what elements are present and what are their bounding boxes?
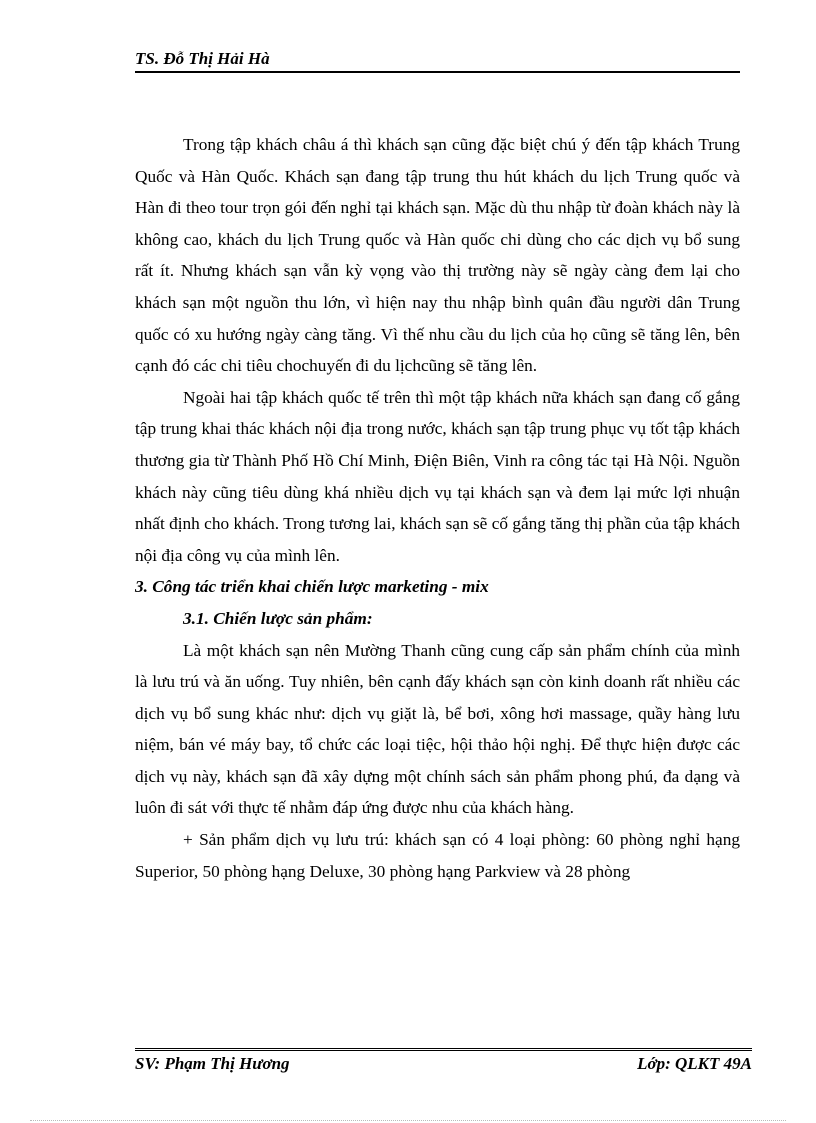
section-heading-3: 3. Công tác triển khai chiến lược marketing - mix xyxy=(135,577,489,597)
header-rule xyxy=(135,71,740,73)
paragraph-2: Ngoài hai tập khách quốc tế trên thì một tập khách nữa khách sạn đang cố gắng tập trung khai thác khách nội địa trong nước, khách sạn tập trung phục vụ tốt tập khách thương gia từ Thành Phố Hồ Chí Minh, Điện Biên, Vinh ra công tác tại Hà Nội. Nguồn khách này cũng tiêu dùng khá nhiều dịch vụ tại khách sạn và đem lại mức lợi nhuận nhất định cho khách. Trong tương lai, khách sạn sẽ cố gắng tăng thị phần của tập khách nội địa công vụ của mình lên. xyxy=(135,387,740,565)
document-body xyxy=(135,129,740,887)
paragraph-1: Trong tập khách châu á thì khách sạn cũng đặc biệt chú ý đến tập khách Trung Quốc và Hàn Quốc. Khách sạn đang tập trung thu hút khách du lịch Trung quốc và Hàn đi theo tour trọn gói đến nghỉ tại khách sạn. Mặc dù thu nhập từ đoàn khách này là không cao, khách du lịch Trung quốc và Hàn quốc chi dùng cho các dịch vụ bổ sung rất ít. Nhưng khách sạn vẫn kỳ vọng vào thị trường này sẽ ngày càng đem lại cho khách sạn một nguồn thu lớn, vì hiện nay thu nhập bình quân đầu người dân Trung quốc có xu hướng ngày càng tăng. Vì thế nhu cầu du lịch của họ cũng sẽ tăng lên, bên cạnh đó các chi tiêu chochuyến đi du lịchcũng sẽ tăng lên. xyxy=(135,135,740,376)
footer-line xyxy=(135,1053,752,1075)
footer-class: Lớp: QLKT 49A xyxy=(637,1054,752,1073)
footer-student: SV: Phạm Thị Hương xyxy=(135,1054,290,1073)
paragraph-4: + Sản phẩm dịch vụ lưu trú: khách sạn có 4 loại phòng: 60 phòng nghỉ hạng Superior, 50 phòng hạng Deluxe, 30 phòng hạng Parkview và 28 phòng xyxy=(135,830,740,881)
footer-rule xyxy=(135,1048,752,1051)
paragraph-3: Là một khách sạn nên Mường Thanh cũng cung cấp sản phẩm chính của mình là lưu trú và ăn uống. Tuy nhiên, bên cạnh đấy khách sạn còn kinh doanh rất nhiều các dịch vụ bổ sung khác như: dịch vụ giặt là, bể bơi, xông hơi massage, quầy hàng lưu niệm, bán vé máy bay, tổ chức các loại tiệc, hội thảo hội nghị. Để thực hiện được các dịch vụ này, khách sạn đã xây dựng một chính sách sản phẩm phong phú, đa dạng và luôn đi sát với thực tế nhằm đáp ứng được nhu của khách hàng. xyxy=(135,640,740,818)
header-author: TS. Đỗ Thị Hải Hà xyxy=(135,49,270,68)
page-edge-divider xyxy=(30,1120,786,1121)
subsection-heading-3-1: 3.1. Chiến lược sản phẩm: xyxy=(183,608,373,628)
page-footer xyxy=(135,1048,752,1075)
page-header xyxy=(135,48,740,73)
